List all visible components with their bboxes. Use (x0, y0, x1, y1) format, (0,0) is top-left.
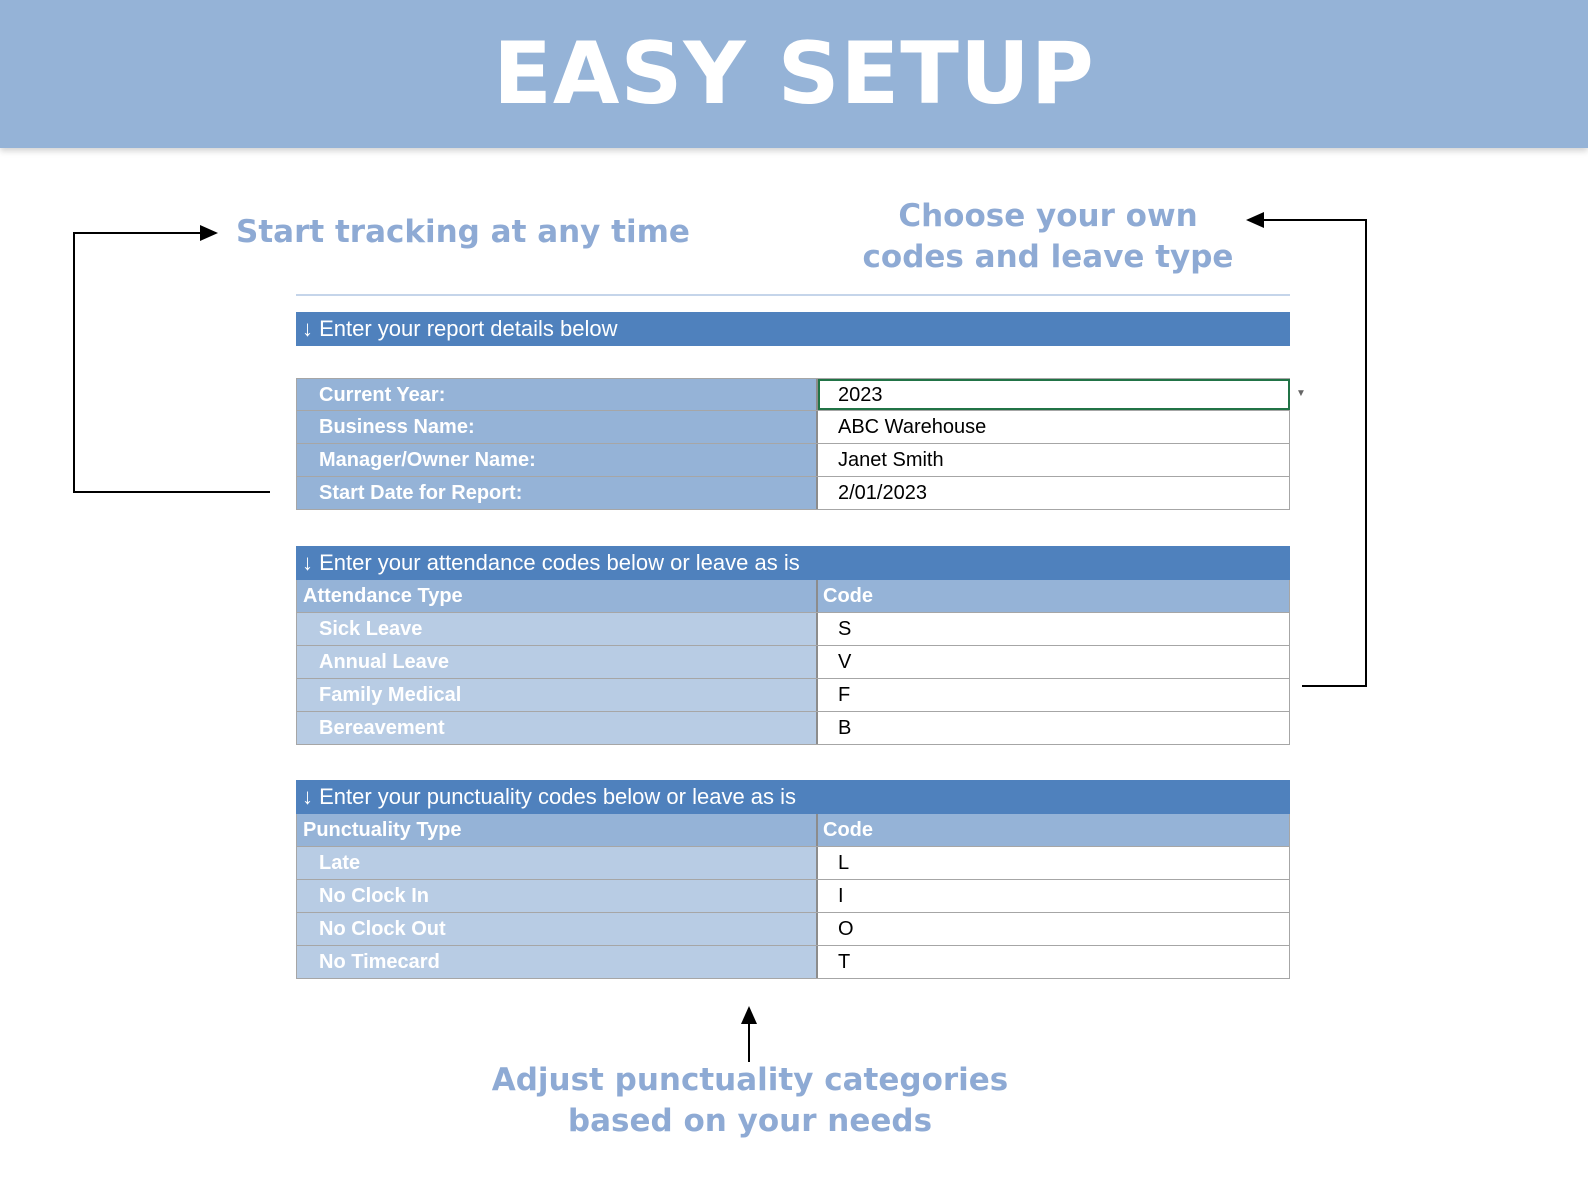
table-row (296, 880, 1290, 913)
callout-adjust-line2: based on your needs (567, 1103, 933, 1139)
header-banner (0, 0, 1588, 148)
page-title: EASY SETUP (493, 24, 1095, 124)
manager-name-input[interactable]: Janet Smith (818, 444, 1290, 476)
arrow-start-tracking (74, 233, 270, 492)
report-row-start-date (296, 477, 1290, 510)
attendance-column-header (296, 580, 1290, 613)
manager-name-label: Manager/Owner Name: (296, 444, 818, 476)
punctuality-codes-section (296, 780, 1290, 979)
table-row (296, 847, 1290, 880)
current-year-input[interactable] (818, 379, 1306, 410)
callout-adjust-line1: Adjust punctuality categories (491, 1062, 1009, 1098)
punctuality-code-input[interactable]: O (818, 913, 1290, 945)
table-row (296, 646, 1290, 679)
start-date-label: Start Date for Report: (296, 477, 818, 509)
attendance-code-input[interactable]: V (818, 646, 1290, 678)
attendance-codes-section (296, 546, 1290, 745)
attendance-code-input[interactable]: B (818, 712, 1290, 744)
business-name-label: Business Name: (296, 411, 818, 443)
attendance-code-input[interactable]: S (818, 613, 1290, 645)
current-year-label: Current Year: (296, 379, 818, 410)
punctuality-code-input[interactable]: L (818, 847, 1290, 879)
chevron-down-icon[interactable]: ▼ (1296, 388, 1306, 399)
callout-choose-codes-line2: codes and leave type (862, 239, 1234, 275)
punctuality-code-input[interactable]: T (818, 946, 1290, 978)
punctuality-type-no-timecard: No Timecard (296, 946, 818, 978)
attendance-section-header: ↓ Enter your attendance codes below or leave as is (296, 546, 1290, 580)
attendance-code-input[interactable]: F (818, 679, 1290, 711)
callout-adjust-punctuality (470, 1060, 1030, 1142)
punctuality-type-no-clock-out: No Clock Out (296, 913, 818, 945)
callout-choose-codes-line1: Choose your own (898, 198, 1198, 234)
table-row (296, 679, 1290, 712)
report-details-section (296, 312, 1306, 510)
table-row (296, 946, 1290, 979)
report-row-current-year (296, 378, 1306, 411)
callout-choose-codes (858, 196, 1238, 278)
punctuality-code-input[interactable]: I (818, 880, 1290, 912)
table-row (296, 712, 1290, 745)
punctuality-section-header: ↓ Enter your punctuality codes below or leave as is (296, 780, 1290, 814)
attendance-code-header: Code (818, 580, 1290, 612)
start-date-input[interactable]: 2/01/2023 (818, 477, 1290, 509)
top-divider (296, 294, 1290, 296)
punctuality-type-late: Late (296, 847, 818, 879)
report-section-header: ↓ Enter your report details below (296, 312, 1290, 346)
report-row-manager-name (296, 444, 1290, 477)
attendance-type-header: Attendance Type (296, 580, 818, 612)
attendance-type-family-medical: Family Medical (296, 679, 818, 711)
punctuality-type-no-clock-in: No Clock In (296, 880, 818, 912)
report-row-business-name (296, 411, 1290, 444)
attendance-type-bereavement: Bereavement (296, 712, 818, 744)
callout-start-tracking: Start tracking at any time (236, 214, 690, 250)
attendance-type-sick-leave: Sick Leave (296, 613, 818, 645)
business-name-input[interactable]: ABC Warehouse (818, 411, 1290, 443)
table-row (296, 913, 1290, 946)
punctuality-column-header (296, 814, 1290, 847)
punctuality-code-header: Code (818, 814, 1290, 846)
attendance-type-annual-leave: Annual Leave (296, 646, 818, 678)
table-row (296, 613, 1290, 646)
current-year-value: 2023 (838, 384, 883, 406)
punctuality-type-header: Punctuality Type (296, 814, 818, 846)
